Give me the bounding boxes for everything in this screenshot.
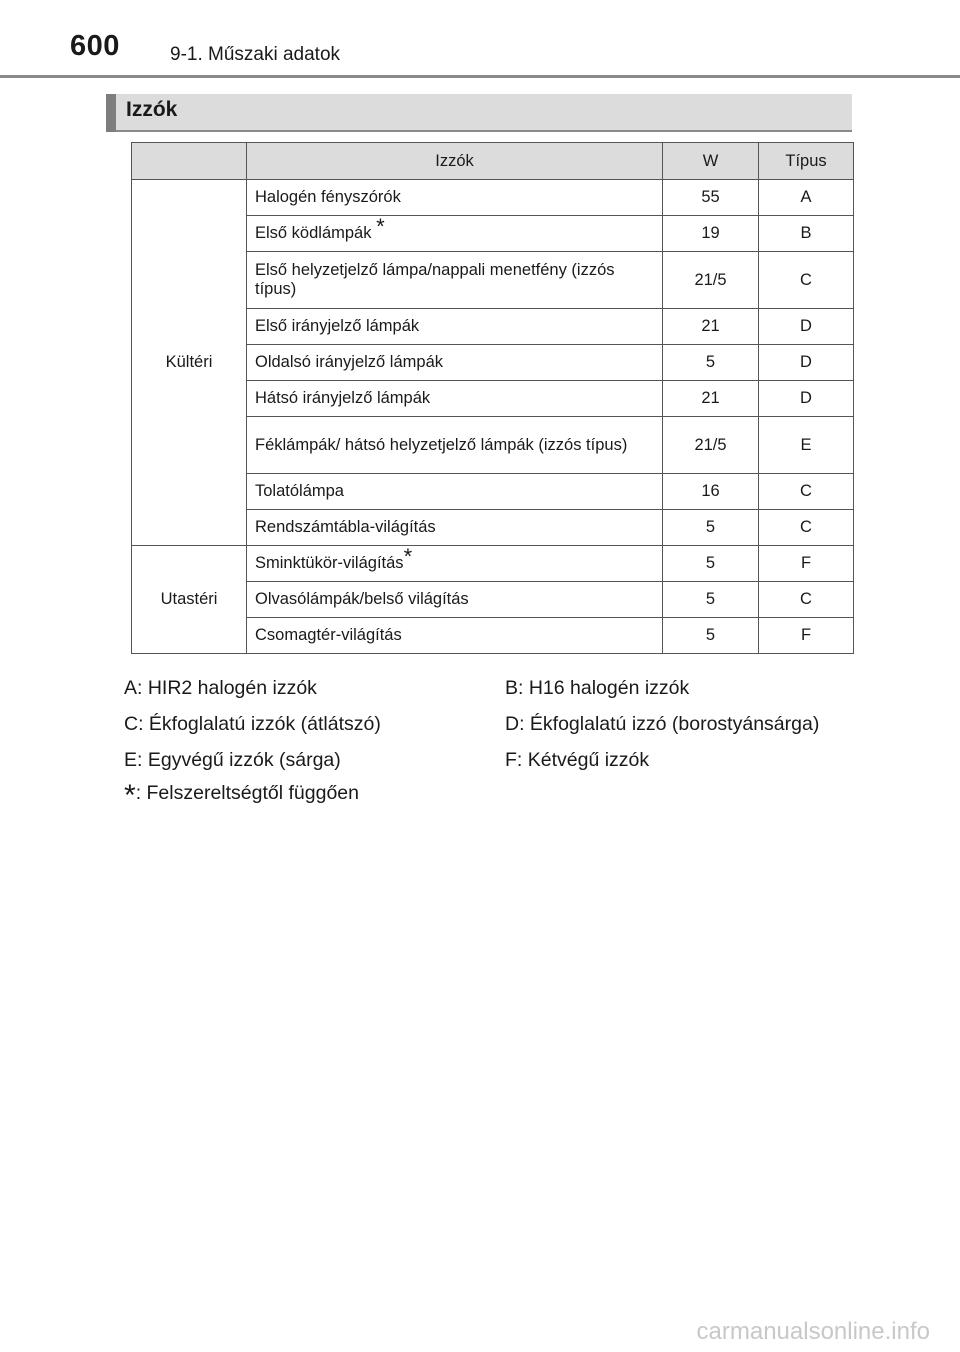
legend-d: D: Ékfoglalatú izzó (borostyánsárga): [505, 713, 820, 735]
bulb-type: E: [759, 417, 854, 474]
bulb-watt: 55: [663, 180, 759, 216]
chapter-title: 9-1. Műszaki adatok: [170, 44, 341, 65]
bulb-watt: 21: [663, 309, 759, 345]
bulb-name: Oldalsó irányjelző lámpák: [247, 345, 663, 381]
header-divider: [0, 75, 960, 78]
bulb-type: D: [759, 345, 854, 381]
bulb-name: Hátsó irányjelző lámpák: [247, 381, 663, 417]
bulb-type: C: [759, 474, 854, 510]
header-watt: W: [663, 143, 759, 180]
bulb-name: Első irányjelző lámpák: [247, 309, 663, 345]
bulb-type: D: [759, 381, 854, 417]
page-header: [0, 0, 960, 80]
bulb-watt: 5: [663, 345, 759, 381]
bulb-watt: 19: [663, 216, 759, 252]
bulb-watt: 5: [663, 582, 759, 618]
bulb-name: Féklámpák/ hátsó helyzetjelző lámpák (izzós típus): [247, 417, 663, 474]
bulb-type: C: [759, 510, 854, 546]
bulb-name: Első helyzetjelző lámpa/nappali menetfény (izzós típus): [247, 252, 663, 309]
header-type: Típus: [759, 143, 854, 180]
header-category: [132, 143, 247, 180]
bulb-watt: 21/5: [663, 252, 759, 309]
table-row: [132, 180, 854, 216]
bulb-name-cell: [247, 213, 663, 252]
legend-a: A: HIR2 halogén izzók: [124, 677, 317, 699]
bulb-name: Első ködlámpák: [255, 224, 377, 242]
section-heading-bar: [106, 94, 852, 132]
bulb-name: Olvasólámpák/belső világítás: [247, 582, 663, 618]
section-accent-bar: [106, 94, 116, 132]
bulb-type: C: [759, 252, 854, 309]
bulb-type: A: [759, 180, 854, 216]
bulb-type: B: [759, 216, 854, 252]
category-interior: Utastéri: [132, 546, 247, 654]
bulb-name: Rendszámtábla-világítás: [247, 510, 663, 546]
bulb-name-cell: [247, 543, 663, 582]
bulb-type: F: [759, 618, 854, 654]
bulb-watt: 5: [663, 618, 759, 654]
page-number: 600: [70, 30, 120, 62]
bulb-spec-table: [131, 142, 854, 654]
footnote-marker: *: [376, 213, 385, 239]
table-header-row: [132, 143, 854, 180]
bulb-watt: 21: [663, 381, 759, 417]
bulb-type: C: [759, 582, 854, 618]
footnote-text: : Felszereltségtől függően: [135, 782, 359, 804]
header-bulbs: Izzók: [247, 143, 663, 180]
legend-f: F: Kétvégű izzók: [505, 749, 650, 771]
section-title: Izzók: [126, 98, 178, 121]
bulb-type: D: [759, 309, 854, 345]
legend-footnote: [124, 779, 359, 812]
bulb-watt: 5: [663, 510, 759, 546]
footnote-symbol: *: [124, 779, 136, 812]
bulb-name: Sminktükör-világítás: [255, 554, 404, 572]
legend-b: B: H16 halogén izzók: [505, 677, 690, 699]
bulb-type: F: [759, 546, 854, 582]
category-exterior: Kültéri: [132, 180, 247, 546]
bulb-watt: 5: [663, 546, 759, 582]
bulb-name: Halogén fényszórók: [247, 180, 663, 216]
bulb-name: Csomagtér-világítás: [247, 618, 663, 654]
watermark: carmanualsonline.info: [696, 1318, 930, 1345]
legend-e: E: Egyvégű izzók (sárga): [124, 749, 341, 771]
bulb-watt: 21/5: [663, 417, 759, 474]
table-row: [132, 546, 854, 582]
bulb-watt: 16: [663, 474, 759, 510]
bulb-name: Tolatólámpa: [247, 474, 663, 510]
legend-c: C: Ékfoglalatú izzók (átlátszó): [124, 713, 381, 735]
footnote-marker: *: [403, 543, 413, 569]
